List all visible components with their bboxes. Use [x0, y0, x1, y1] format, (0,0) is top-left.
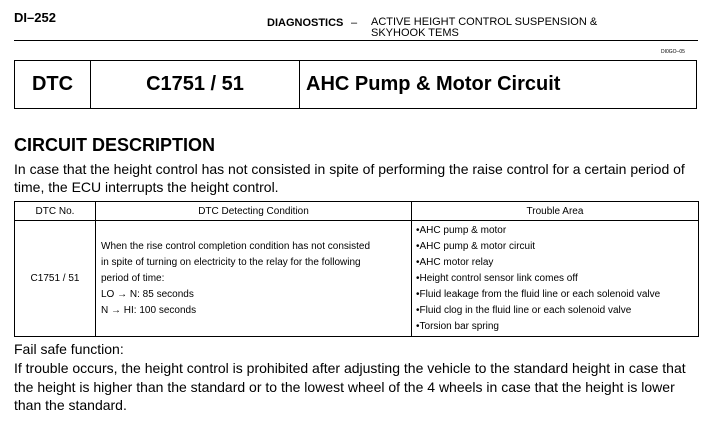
circuit-description-title: CIRCUIT DESCRIPTION: [14, 135, 216, 155]
fail-safe-label: Fail safe function:: [14, 341, 124, 357]
trouble-item: •AHC pump & motor circuit: [416, 241, 536, 252]
header-trouble-area: Trouble Area: [412, 202, 699, 221]
table-header-row: [15, 202, 699, 221]
condition-line: period of time:: [101, 272, 165, 284]
header-dtc-no: DTC No.: [15, 202, 96, 221]
condition-line: When the rise control completion condition has not consisted: [101, 240, 371, 252]
circuit-description-text: In case that the height control has not consisted in spite of performing the raise control for a certain period of time, the ECU interrupts the height control.: [14, 161, 685, 195]
condition-lo-to-n: [101, 287, 405, 303]
dtc-title: AHC Pump & Motor Circuit: [306, 73, 561, 95]
arrow-right-icon: →: [117, 288, 128, 300]
cell-detecting-condition: [96, 221, 412, 337]
header-rule: [14, 40, 698, 41]
cell-trouble-area: [412, 221, 699, 337]
trouble-item: •Height control sensor link comes off: [416, 273, 578, 284]
trouble-item: •AHC motor relay: [416, 257, 494, 268]
header-section: DIAGNOSTICS: [267, 17, 344, 29]
header-subject-line2: SKYHOOK TEMS: [371, 27, 459, 39]
dtc-code: C1751 / 51: [91, 61, 300, 108]
fail-safe-text: If trouble occurs, the height control is prohibited after adjusting the vehicle to the standard height in case that the height is higher than the standard or to the lowest wheel of the 4 wheels in case that the height is lower than the standard.: [14, 360, 686, 413]
condition-n-to-hi: [101, 303, 405, 319]
figure-code: DI0GO–05: [661, 49, 685, 55]
n-label: N: [101, 304, 109, 316]
condition-line: in spite of turning on electricity to the relay for the following: [101, 256, 361, 268]
dtc-box: [14, 60, 697, 109]
header-subject-line1: ACTIVE HEIGHT CONTROL SUSPENSION &: [371, 16, 598, 28]
lo-label: LO: [101, 288, 115, 300]
trouble-item: •Fluid leakage from the fluid line or each solenoid valve: [416, 289, 661, 300]
lo-to-n-duration: N: 85 seconds: [129, 288, 194, 300]
table-row: [15, 221, 699, 337]
cell-dtc-no: C1751 / 51: [15, 221, 96, 337]
header-detecting-condition: DTC Detecting Condition: [96, 202, 412, 221]
trouble-item: •Torsion bar spring: [416, 321, 499, 332]
header-separator: –: [351, 17, 358, 29]
dtc-table: [14, 201, 699, 337]
n-to-hi-duration: HI: 100 seconds: [123, 304, 197, 316]
header-subject: [371, 17, 621, 39]
arrow-right-icon: →: [111, 304, 122, 316]
trouble-item: •AHC pump & motor: [416, 225, 507, 236]
trouble-item: •Fluid clog in the fluid line or each solenoid valve: [416, 305, 632, 316]
page-number: DI–252: [14, 10, 56, 25]
dtc-label: DTC: [15, 61, 91, 108]
